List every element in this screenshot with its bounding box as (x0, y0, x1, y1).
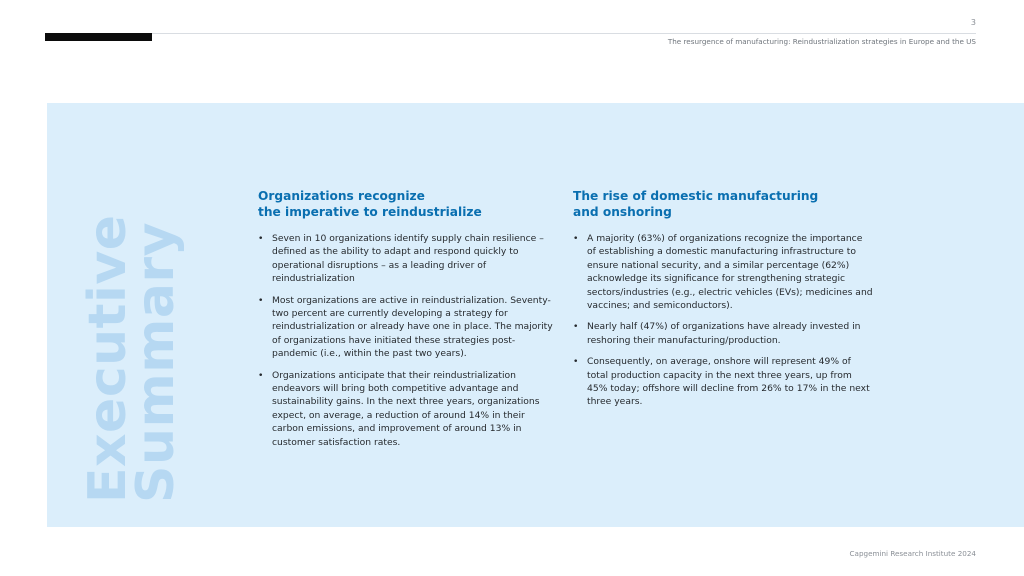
column-heading-line1: Organizations recognize (258, 189, 425, 203)
column-heading (258, 188, 554, 220)
page-number: 3 (970, 18, 976, 27)
bullet-list (258, 232, 554, 449)
section-title-vertical (78, 214, 186, 503)
bullet-item: • Nearly half (47%) of organizations have already invested in reshoring their manufacturing/production. (573, 320, 873, 347)
bullet-item: • Seven in 10 organizations identify supply chain resilience – defined as the ability to adapt and respond quickly to operational disruptions – as a leading driver of reindustrialization (258, 232, 554, 286)
column-heading-line2: and onshoring (573, 205, 672, 219)
bullet-item: • Organizations anticipate that their reindustrialization endeavors will bring both competitive advantage and sustainability gains. In the next three years, organizations expect, on average, a reduction of around 14% in their carbon emissions, and improvement of around 13% in customer satisfaction rates. (258, 369, 554, 449)
column-left (258, 188, 554, 457)
bullet-item: • A majority (63%) of organizations recognize the importance of establishing a domestic manufacturing infrastructure to ensure national security, and a similar percentage (62%) acknowledge its significance for strengthening strategic sectors/industries (e.g., electric vehicles (EVs); medicines and vaccines; and semiconductors). (573, 232, 873, 312)
bullet-item: • Most organizations are active in reindustrialization. Seventy-two percent are currently developing a strategy for reindustrialization or already have one in place. The majority of organizations have initiated these strategies post-pandemic (i.e., within the past two years). (258, 294, 554, 361)
section-title-line2: Summary (126, 222, 186, 503)
footer-credit: Capgemini Research Institute 2024 (849, 549, 976, 558)
bullet-item: • Consequently, on average, onshore will represent 49% of total production capacity in the next three years, up from 45% today; offshore will decline from 26% to 17% in the next three years. (573, 355, 873, 409)
column-right (573, 188, 873, 417)
header-title: The resurgence of manufacturing: Reindustrialization strategies in Europe and the US (667, 37, 976, 46)
bullet-list (573, 232, 873, 409)
header-rule-accent (45, 33, 152, 41)
column-heading-line2: the imperative to reindustrialize (258, 205, 482, 219)
column-heading (573, 188, 873, 220)
section-title-line1: Executive (78, 214, 138, 503)
column-heading-line1: The rise of domestic manufacturing (573, 189, 819, 203)
header-rule-thin (152, 33, 976, 34)
